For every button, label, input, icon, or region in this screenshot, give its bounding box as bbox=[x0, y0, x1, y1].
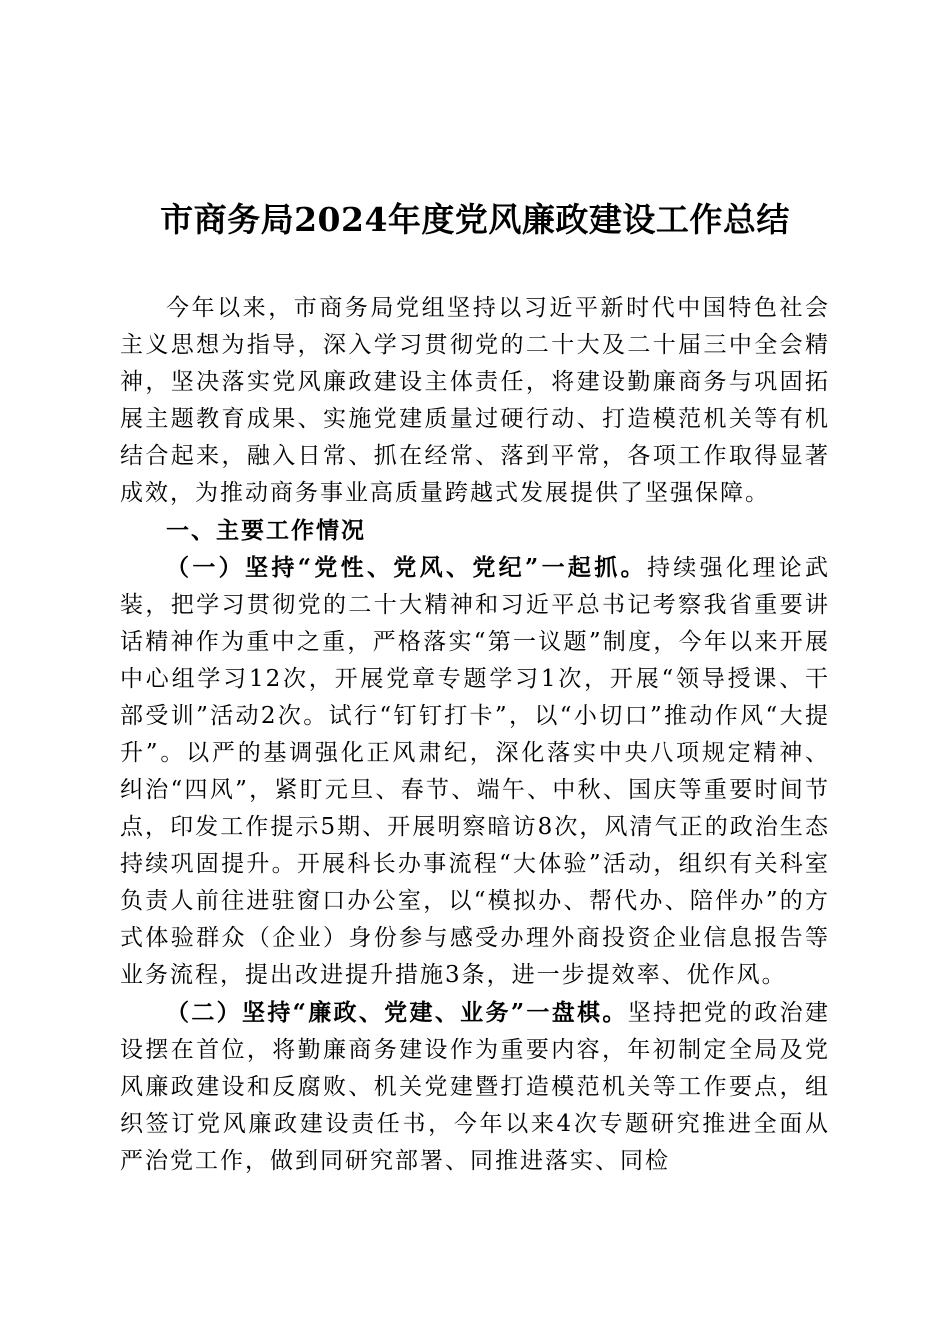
section-heading-main-work: 一、主要工作情况 bbox=[166, 517, 366, 544]
intro-paragraph: 今年以来，市商务局党组坚持以习近平新时代中国特色社会主义思想为指导，深入学习贯彻党的二十大及二十届三中全会精神，坚决落实党风廉政建设主体责任，将建设勤廉商务与巩固拓展主题教育成果、实施党建质量过硬行动、打造模范机关等有机结合起来，融入日常、抓在经常、落到平常，各项工作取得显著成效，为推动商务事业高质量跨越式发展提供了坚强保障。 bbox=[120, 295, 830, 506]
document-body bbox=[120, 290, 830, 1180]
subsection-2-text: 坚持把党的政治建设摆在首位，将勤廉商务建设作为重要内容，年初制定全局及党风廉政建设和反腐败、机关党建暨打造模范机关等工作要点，组织签订党风廉政建设责任书，今年以来4次专题研究推进全面从严治党工作，做到同研究部署、同推进落实、同检 bbox=[120, 1000, 830, 1174]
subsection-2-paragraph bbox=[120, 994, 830, 1180]
subsection-2-lead: （二）坚持“廉政、党建、业务”一盘棋。 bbox=[166, 999, 628, 1026]
subsection-1-text: 持续强化理论武装，把学习贯彻党的二十大精神和习近平总书记考察我省重要讲话精神作为重中之重，严格落实“第一议题”制度，今年以来开展中心组学习12次，开展党章专题学习1次，开展“领导授课、干部受训”活动2次。试行“钉钉打卡”，以“小切口”推动作风“大提升”。以严的基调强化正风肃纪，深化落实中央八项规定精神、纠治“四风”，紧盯元旦、春节、端午、中秋、国庆等重要时间节点，印发工作提示5期、开展明察暗访8次，风清气正的政治生态持续巩固提升。开展科长办事流程“大体验”活动，组织有关科室负责人前往进驻窗口办公室，以“模拟办、帮代办、陪伴办”的方式体验群众（企业）身份参与感受办理外商投资企业信息报告等业务流程，提出改进提升措施3条，进一步提效率、优作风。 bbox=[120, 555, 831, 988]
subsection-1-paragraph bbox=[120, 549, 830, 994]
subsection-1-lead: （一）坚持“党性、党风、党纪”一起抓。 bbox=[166, 554, 647, 581]
document-title: 市商务局2024年度党风廉政建设工作总结 bbox=[160, 200, 790, 239]
